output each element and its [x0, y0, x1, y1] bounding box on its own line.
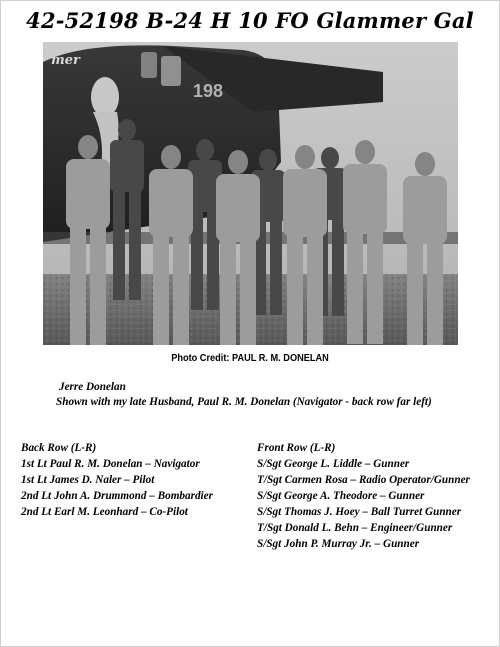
list-item: S/Sgt John P. Murray Jr. – Gunner	[257, 538, 420, 550]
list-item: S/Sgt George L. Liddle – Gunner	[257, 458, 410, 470]
aircraft-number: 198	[193, 81, 224, 101]
crew-photograph	[43, 42, 458, 345]
photo-credit: Photo Credit: PAUL R. M. DONELAN	[171, 353, 329, 364]
list-item: 1st Lt James D. Naler – Pilot	[21, 474, 155, 486]
nose-art-text: mer	[51, 53, 80, 68]
list-item: S/Sgt Thomas J. Hoey – Ball Turret Gunner	[257, 506, 462, 518]
back-row-heading: Back Row (L-R)	[21, 442, 97, 454]
list-item: S/Sgt George A. Theodore – Gunner	[257, 490, 425, 502]
front-row-heading: Front Row (L-R)	[257, 442, 336, 454]
list-item: T/Sgt Donald L. Behn – Engineer/Gunner	[257, 522, 453, 534]
list-item: 1st Lt Paul R. M. Donelan – Navigator	[21, 458, 200, 470]
list-item: 2nd Lt Earl M. Leonhard – Co-Pilot	[21, 506, 188, 518]
note-author: Jerre Donelan	[59, 381, 126, 393]
list-item: 2nd Lt John A. Drummond – Bombardier	[21, 490, 213, 502]
page-title: 42-52198 B-24 H 10 FO Glammer Gal	[26, 8, 474, 33]
note-text: Shown with my late Husband, Paul R. M. Donelan (Navigator - back row far left)	[56, 396, 432, 408]
back-row-list	[21, 440, 213, 520]
front-row-list	[257, 440, 470, 552]
note-block	[56, 380, 432, 410]
list-item: T/Sgt Carmen Rosa – Radio Operator/Gunner	[257, 474, 470, 486]
